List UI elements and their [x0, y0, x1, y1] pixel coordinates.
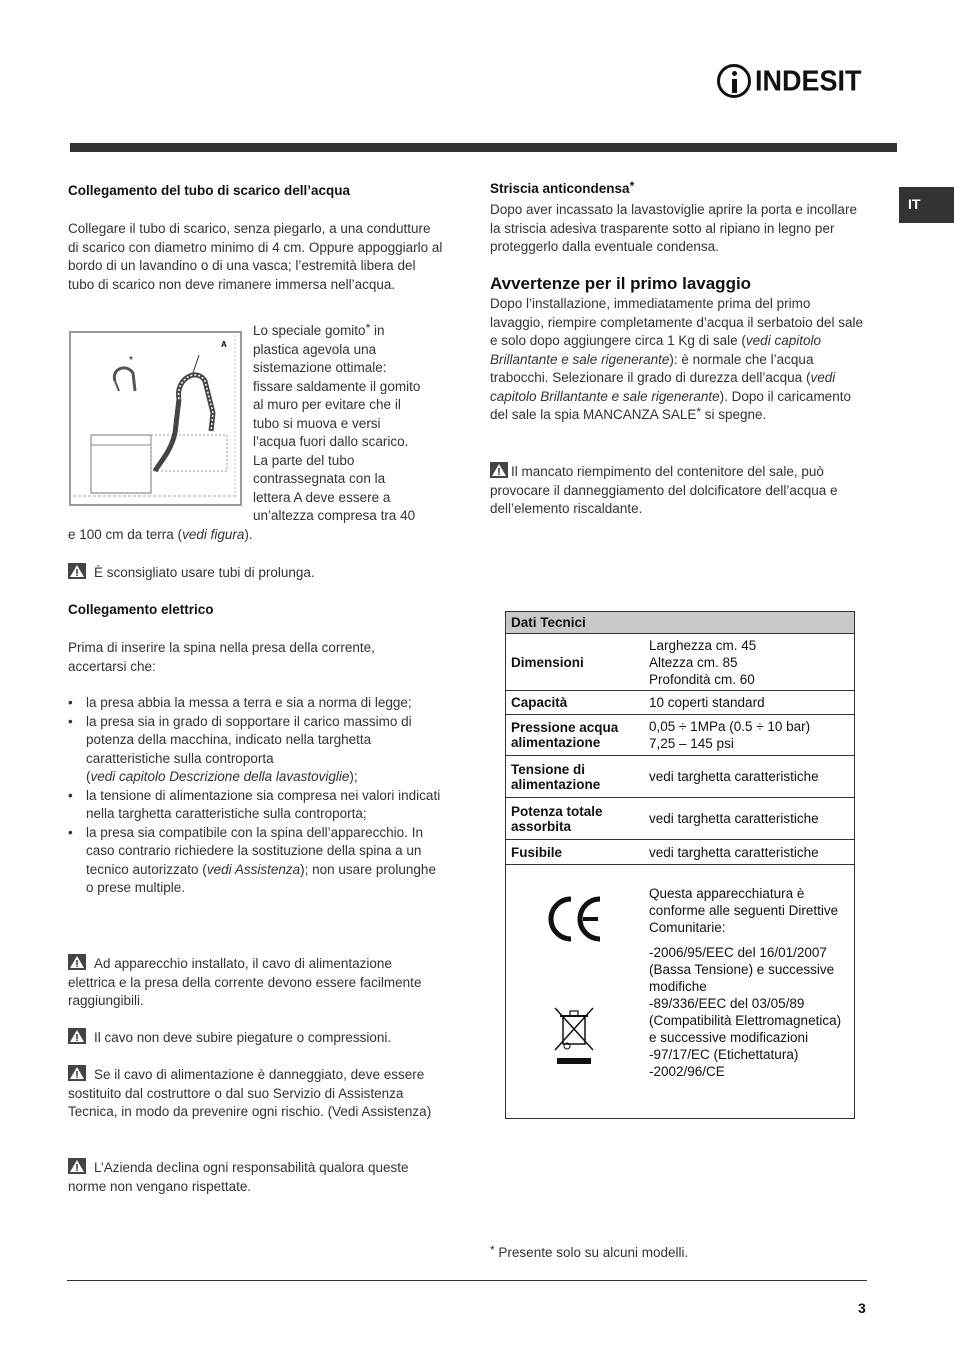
chapter-reference: vedi capitolo Brillantante e sale rigenerante [490, 333, 821, 367]
brand-name: INDESIT [755, 64, 862, 97]
row-label: Dimensioni [506, 634, 645, 691]
row-value: vedi targhetta caratteristiche [644, 756, 855, 798]
table-header-row [506, 612, 855, 634]
warning-triangle-icon [68, 954, 86, 970]
figure-label-a: A [221, 340, 227, 349]
asterisk-mark: * [490, 1243, 495, 1257]
list-item-text: ); [349, 769, 358, 784]
compliance-intro: Questa apparecchiatura è conforme alle seguenti Direttive Comunitarie: [649, 886, 839, 935]
warning-damaged-cable-text: Se il cavo di alimentazione è danneggiato, deve essere sostituito dal costruttore o dal suo Servizio di Assistenza Tecnica, in modo da prevenire ogni rischio. (Vedi Assistenza) [68, 1067, 432, 1119]
directive-item: -2002/96/CE [649, 1064, 725, 1079]
list-item [68, 824, 446, 898]
elbow-line: lettera A deve essere a [253, 489, 391, 505]
weee-bin-icon [553, 1006, 597, 1066]
table-row [506, 634, 855, 691]
table-row [506, 715, 855, 756]
drain-hose-figure [69, 331, 242, 506]
compliance-text [644, 865, 855, 1119]
strip-title [490, 181, 634, 196]
warning-salt [490, 462, 865, 519]
first-wash-text: Dopo l’installazione, immediatamente prima del primo lavaggio, riempire completamente d’acqua il serbatoio del sale e solo dopo aggiungere circa 1 Kg di sale ( [490, 296, 863, 348]
elbow-line: plastica agevola una [253, 341, 377, 357]
warning-accessible [68, 954, 438, 1011]
figure-reference: vedi figura [182, 527, 245, 542]
row-label: Potenza totale assorbita [506, 798, 645, 840]
table-row [506, 865, 855, 1119]
warning-damaged-cable [68, 1065, 440, 1122]
row-label: Capacità [506, 691, 645, 715]
first-wash-text: si spegne. [701, 407, 767, 422]
dimension-width: Larghezza cm. 45 [649, 638, 757, 653]
language-tab: IT [899, 187, 954, 223]
list-item [68, 694, 446, 713]
drain-hose-illustration [71, 333, 240, 504]
list-item-text: ( [86, 769, 91, 784]
warning-salt-text: Il mancato riempimento del contenitore del sale, può provocare il danneggiamento del dolcificatore dell’acqua e dell’elemento riscaldante. [490, 464, 838, 516]
warning-triangle-icon [68, 563, 86, 579]
row-label: Pressione acqua alimentazione [506, 715, 645, 756]
elbow-line: Lo speciale gomito [253, 323, 366, 338]
electrical-checklist [68, 694, 446, 898]
page-number: 3 [858, 1300, 866, 1316]
elbow-line: contrassegnata con la [253, 471, 386, 486]
strip-paragraph: Dopo aver incassato la lavastoviglie aprire la porta e incollare la striscia adesiva trasparente sotto al ripiano in legno per proteggerlo dalla eventuale condensa. [490, 202, 857, 254]
first-wash-text: ): è normale che l’acqua trabocchi. Selezionare il grado di durezza dell’acqua ( [490, 351, 814, 385]
logo-emblem-icon [717, 64, 751, 98]
warning-liability-text: L’Azienda declina ogni responsabilità qualora queste norme non vengano rispettate. [68, 1160, 409, 1194]
warning-extension [68, 563, 315, 583]
elbow-line: tubo si muova e versi [253, 415, 381, 431]
table-title: Dati Tecnici [511, 615, 586, 630]
row-value: vedi targhetta caratteristiche [644, 840, 855, 865]
asterisk-mark: * [629, 179, 635, 193]
elbow-line: in [370, 323, 385, 338]
strip-title-text: Striscia anticondensa [490, 181, 630, 196]
row-value: vedi targhetta caratteristiche [644, 798, 855, 840]
warning-liability [68, 1158, 438, 1196]
asterisk-mark: * [365, 321, 371, 335]
elbow-paragraph [253, 322, 445, 526]
row-value [644, 715, 855, 756]
first-wash-text: ). Dopo il caricamento del sale la spia MANCANZA SALE [490, 388, 851, 422]
first-wash-title: Avvertenze per il primo lavaggio [490, 274, 752, 293]
table-row [506, 691, 855, 715]
assistance-reference: vedi Assistenza [206, 861, 301, 877]
list-item-text: la presa sia in grado di sopportare il carico massimo di potenza della macchina, indicato nella targhetta caratteristiche sulla controporta [86, 713, 412, 766]
directive-item: -97/17/EC (Etichettatura) [649, 1047, 799, 1062]
list-item-text: la presa abbia la messa a terra e sia a norma di legge; [86, 695, 412, 710]
header-rule [70, 143, 897, 152]
footnote-text: Presente solo su alcuni modelli. [494, 1245, 689, 1260]
electrical-intro: Prima di inserire la spina nella presa della corrente, accertarsi che: [68, 640, 375, 674]
elbow-line: sistemazione ottimale: [253, 360, 387, 375]
warning-triangle-icon [68, 1065, 86, 1081]
directive-item: -2006/95/EEC del 16/01/2007 (Bassa Tensione) e successive modifiche [649, 945, 835, 994]
warning-accessible-text: Ad apparecchio installato, il cavo di alimentazione elettrica e la presa della corrente devono essere facilmente raggiungibili. [68, 956, 422, 1008]
table-row [506, 798, 855, 840]
row-value: 10 coperti standard [644, 691, 855, 715]
warning-extension-text: È sconsigliato usare tubi di prolunga. [94, 565, 315, 580]
compliance-icons [506, 865, 645, 1119]
directive-item: -89/336/EEC del 03/05/89 (Compatibilità Elettromagnetica) e successive modificazioni [649, 996, 842, 1045]
row-label: Fusibile [506, 840, 645, 865]
pressure-mpa: 0,05 ÷ 1MPa (0.5 ÷ 10 bar) [649, 719, 811, 734]
elbow-last-line [68, 526, 253, 545]
chapter-reference: vedi capitolo Brillantante e sale rigenerante [490, 370, 836, 404]
indesit-logo [717, 64, 862, 98]
elbow-line: fissare saldamente il gomito [253, 378, 421, 394]
row-value [644, 634, 855, 691]
list-item-text: la tensione di alimentazione sia compresa nei valori indicati nella targhetta caratteristiche sulla controporta; [86, 787, 441, 821]
warning-triangle-icon [68, 1158, 86, 1174]
technical-data-table [505, 611, 855, 1119]
dimension-height: Altezza cm. 85 [649, 655, 738, 670]
footnote [490, 1244, 688, 1263]
elbow-line: l’acqua fuori dallo scarico. [253, 434, 409, 449]
row-label: Tensione di alimentazione [506, 756, 645, 798]
list-item [68, 787, 446, 824]
first-wash-paragraph [490, 295, 865, 425]
drain-paragraph: Collegare il tubo di scarico, senza piegarlo, a una condutture di scarico con diametro minimo di 4 cm. Oppure appoggiarlo al bordo di un lavandino o di una vasca; l’estremità libera del tubo di scarico non deve rimanere immersa nell’acqua. [68, 221, 443, 292]
warning-bending-text: Il cavo non deve subire piegature o compressioni. [94, 1030, 392, 1045]
footer-rule [67, 1280, 867, 1281]
ce-mark-icon [545, 895, 605, 943]
warning-bending [68, 1028, 443, 1048]
list-item-text: la presa sia compatibile con la spina dell’apparecchio. In caso contrario richiedere la sostituzione della spina a un tecnico autorizzato ( [86, 824, 423, 877]
elbow-line: un’altezza compresa tra 40 [253, 508, 416, 523]
elbow-line: al muro per evitare che il [253, 397, 401, 412]
warning-triangle-icon [490, 462, 508, 478]
elbow-last-close: ). [244, 527, 253, 542]
figure-label-star: * [129, 355, 133, 366]
dimension-depth: Profondità cm. 60 [649, 672, 755, 687]
drain-title: Collegamento del tubo di scarico dell’acqua [68, 183, 351, 198]
elbow-last-text: e 100 cm da terra ( [68, 527, 183, 542]
elbow-line: La parte del tubo [253, 452, 355, 468]
list-item-text: ); non usare prolunghe o prese multiple. [86, 861, 436, 895]
asterisk-mark: * [696, 405, 702, 419]
list-item [68, 713, 446, 787]
chapter-reference: vedi capitolo Descrizione della lavastoviglie [90, 769, 350, 784]
table-row [506, 756, 855, 798]
pressure-psi: 7,25 – 145 psi [649, 736, 734, 751]
table-row [506, 840, 855, 865]
electrical-title: Collegamento elettrico [68, 602, 214, 617]
warning-triangle-icon [68, 1028, 86, 1044]
